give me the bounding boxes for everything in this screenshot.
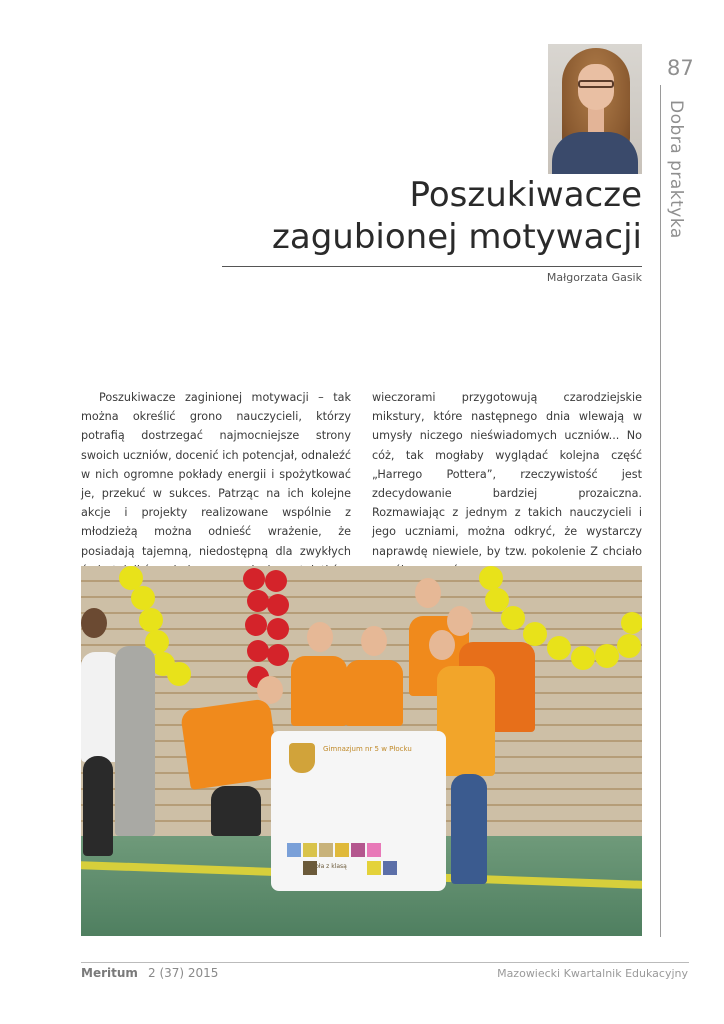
article-title bbox=[272, 174, 642, 258]
title-line-2: zagubionej motywacji bbox=[272, 217, 642, 257]
paragraph-right: wieczorami przygotowują czarodziejskie mikstury, które następnego dnia wlewają w umysły niczego nieświadomych uczniów... No cóż, tak mogłaby wyglądać kolejna część „Harrego Pottera”, rzeczywistość jest zdecydowanie bardziej prozaiczna. Rozmawiając z jednym z takich nauczycieli i jego uczniami, można odkryć, że wystarczy naprawdę niewiele, by tzw. pokolenie Z chciało bbox=[372, 391, 642, 558]
article-photo bbox=[81, 566, 642, 936]
title-line-1: Poszukiwacze bbox=[409, 175, 642, 215]
trophy-icon bbox=[289, 743, 315, 773]
footer-issue: 2 (37) 2015 bbox=[148, 966, 219, 980]
stand-tiles bbox=[287, 843, 407, 879]
promo-stand bbox=[271, 731, 446, 891]
text-column-right bbox=[372, 388, 642, 580]
footer-brand: Meritum bbox=[81, 966, 138, 980]
footer-journal: Mazowiecki Kwartalnik Edukacyjny bbox=[497, 967, 688, 980]
stand-slogan: Szkoła z klasą bbox=[305, 863, 347, 870]
article-author: Małgorzata Gasik bbox=[546, 271, 642, 284]
author-portrait bbox=[548, 44, 642, 174]
paragraph-left: Poszukiwacze zaginionej motywacji – tak można określić grono nauczycieli, którzy potrafią dostrzegać najmocniejsze strony swoich uczniów, docenić ich potencjał, odnaleźć w nich ogromne pokłady energii i spożytkować je, przekuć w sukces. Patrząc na ich kolejne akcje i projekty realizowane wspólnie z młodzieżą można odnieść wrażenie, że posiadają tajemną, niedostępną dla zwykłych bbox=[81, 391, 351, 558]
page-number: 87 bbox=[667, 56, 694, 80]
title-divider bbox=[222, 266, 642, 267]
stand-school-name: Gimnazjum nr 5 w Płocku bbox=[323, 745, 412, 753]
section-label: Dobra praktyka bbox=[666, 100, 686, 239]
vertical-rule bbox=[660, 85, 661, 937]
footer-rule bbox=[81, 962, 689, 963]
